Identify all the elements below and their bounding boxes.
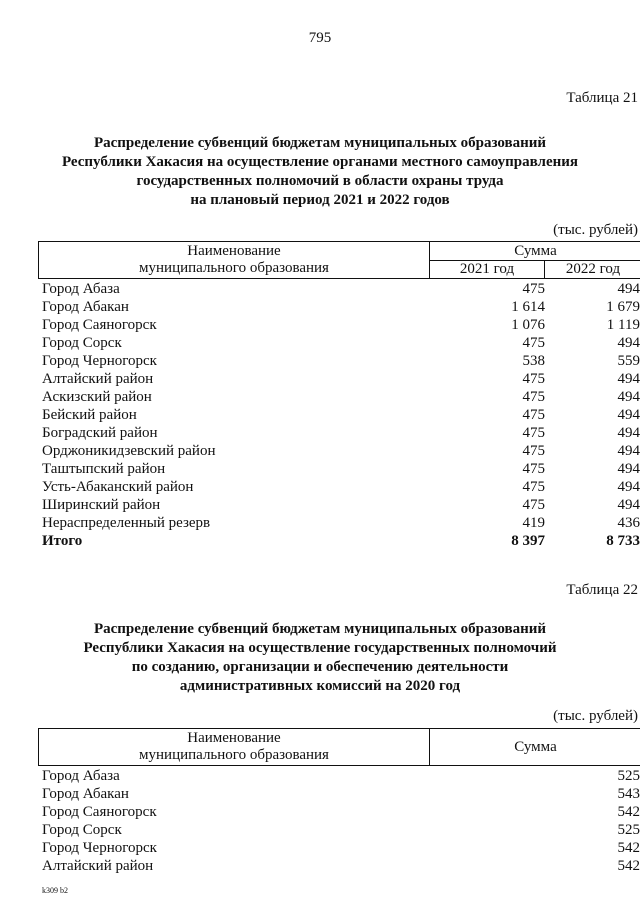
table-22-label: Таблица 22: [566, 582, 638, 598]
table-row: [0, 460, 640, 478]
table-total-row: [0, 532, 640, 550]
title-line: Республики Хакасия на осуществление государственных полномочий: [83, 640, 557, 656]
row-value-2021: 1 076: [511, 317, 545, 333]
title-line: на плановый период 2021 и 2022 годов: [190, 192, 450, 208]
row-value: 525: [617, 822, 640, 838]
row-value: 543: [617, 786, 640, 802]
page-number: 795: [308, 30, 332, 46]
title-line: Республики Хакасия на осуществление органами местного самоуправления: [61, 154, 579, 170]
table-row: [0, 478, 640, 496]
row-value: 542: [617, 840, 640, 856]
table-row: [0, 496, 640, 514]
header-name-line2: муниципального образования: [139, 260, 329, 276]
row-value-2022: 494: [617, 389, 640, 405]
header-name-line1: Наименование: [187, 730, 281, 746]
row-name: Город Сорск: [42, 335, 122, 351]
row-name: Таштыпский район: [42, 461, 166, 477]
row-value-2021: 475: [522, 497, 545, 513]
row-value-2021: 475: [522, 407, 545, 423]
row-value-2021: 538: [522, 353, 545, 369]
table-21-units: (тыс. рублей): [553, 222, 638, 238]
table-row: [0, 298, 640, 316]
table-row: [0, 803, 640, 821]
row-value-2022: 1 119: [606, 317, 640, 333]
header-name-cell: [39, 729, 430, 765]
row-name: Город Сорск: [42, 822, 122, 838]
row-value-2022: 494: [617, 479, 640, 495]
row-value-2021: 475: [522, 389, 545, 405]
footer-code: k309 b2: [42, 886, 68, 895]
row-value-2022: 494: [617, 443, 640, 459]
row-value-2022: 494: [617, 371, 640, 387]
table-row: [0, 785, 640, 803]
table-row: [0, 442, 640, 460]
row-name: Аскизский район: [42, 389, 152, 405]
table-row: [0, 370, 640, 388]
row-name: Ширинский район: [42, 497, 161, 513]
row-value-2021: 475: [522, 281, 545, 297]
title-line: по созданию, организации и обеспечению деятельности: [131, 659, 509, 675]
row-name: Алтайский район: [42, 858, 154, 874]
row-name: Город Абакан: [42, 786, 129, 802]
row-value-2022: 559: [617, 353, 640, 369]
row-value: 542: [617, 858, 640, 874]
table-22-header: [38, 728, 640, 766]
row-value-2022: 494: [617, 335, 640, 351]
row-name: Город Саяногорск: [42, 317, 157, 333]
header-name-line1: Наименование: [187, 243, 281, 259]
row-name: Город Абакан: [42, 299, 129, 315]
total-label: Итого: [42, 533, 83, 549]
row-value-2021: 475: [522, 335, 545, 351]
row-value-2021: 1 614: [511, 299, 545, 315]
table-row: [0, 857, 640, 875]
row-value-2021: 475: [522, 443, 545, 459]
table-21-label: Таблица 21: [566, 90, 638, 106]
row-name: Город Абаза: [42, 768, 120, 784]
row-value-2022: 494: [617, 497, 640, 513]
table-row: [0, 352, 640, 370]
table-21-header: [38, 241, 640, 279]
header-sum-cell: Сумма: [514, 739, 557, 755]
header-name-line2: муниципального образования: [139, 747, 329, 763]
row-value: 525: [617, 768, 640, 784]
header-sum-cell: Сумма: [430, 242, 640, 261]
row-name: Город Черногорск: [42, 840, 157, 856]
table-row: [0, 334, 640, 352]
row-value-2021: 475: [522, 461, 545, 477]
total-value-2021: 8 397: [511, 533, 545, 549]
table-row: [0, 821, 640, 839]
row-value-2021: 475: [522, 371, 545, 387]
title-line: государственных полномочий в области охраны труда: [136, 173, 504, 189]
row-value-2022: 1 679: [606, 299, 640, 315]
row-value-2022: 494: [617, 407, 640, 423]
row-value-2022: 436: [617, 515, 640, 531]
row-name: Усть-Абаканский район: [42, 479, 194, 495]
row-name: Орджоникидзевский район: [42, 443, 216, 459]
table-row: [0, 767, 640, 785]
row-value-2022: 494: [617, 425, 640, 441]
row-value-2021: 419: [522, 515, 545, 531]
row-name: Нераспределенный резерв: [42, 515, 211, 531]
row-name: Город Абаза: [42, 281, 120, 297]
table-22-title: [0, 620, 640, 696]
table-row: [0, 424, 640, 442]
row-name: Боградский район: [42, 425, 158, 441]
table-21-title: [0, 134, 640, 210]
table-row: [0, 316, 640, 334]
header-name-cell: [39, 242, 430, 278]
total-value-2022: 8 733: [606, 533, 640, 549]
row-value: 542: [617, 804, 640, 820]
table-row: [0, 280, 640, 298]
title-line: административных комиссий на 2020 год: [179, 678, 461, 694]
row-value-2022: 494: [617, 281, 640, 297]
row-name: Алтайский район: [42, 371, 154, 387]
table-row: [0, 514, 640, 532]
row-name: Город Саяногорск: [42, 804, 157, 820]
table-row: [0, 406, 640, 424]
header-year-2022: 2022 год: [565, 261, 621, 277]
row-name: Город Черногорск: [42, 353, 157, 369]
title-line: Распределение субвенций бюджетам муниципальных образований: [93, 135, 547, 151]
row-name: Бейский район: [42, 407, 137, 423]
row-value-2021: 475: [522, 479, 545, 495]
table-row: [0, 388, 640, 406]
table-row: [0, 839, 640, 857]
title-line: Распределение субвенций бюджетам муниципальных образований: [93, 621, 547, 637]
table-22-units: (тыс. рублей): [553, 708, 638, 724]
row-value-2021: 475: [522, 425, 545, 441]
row-value-2022: 494: [617, 461, 640, 477]
header-year-2021: 2021 год: [430, 261, 545, 278]
